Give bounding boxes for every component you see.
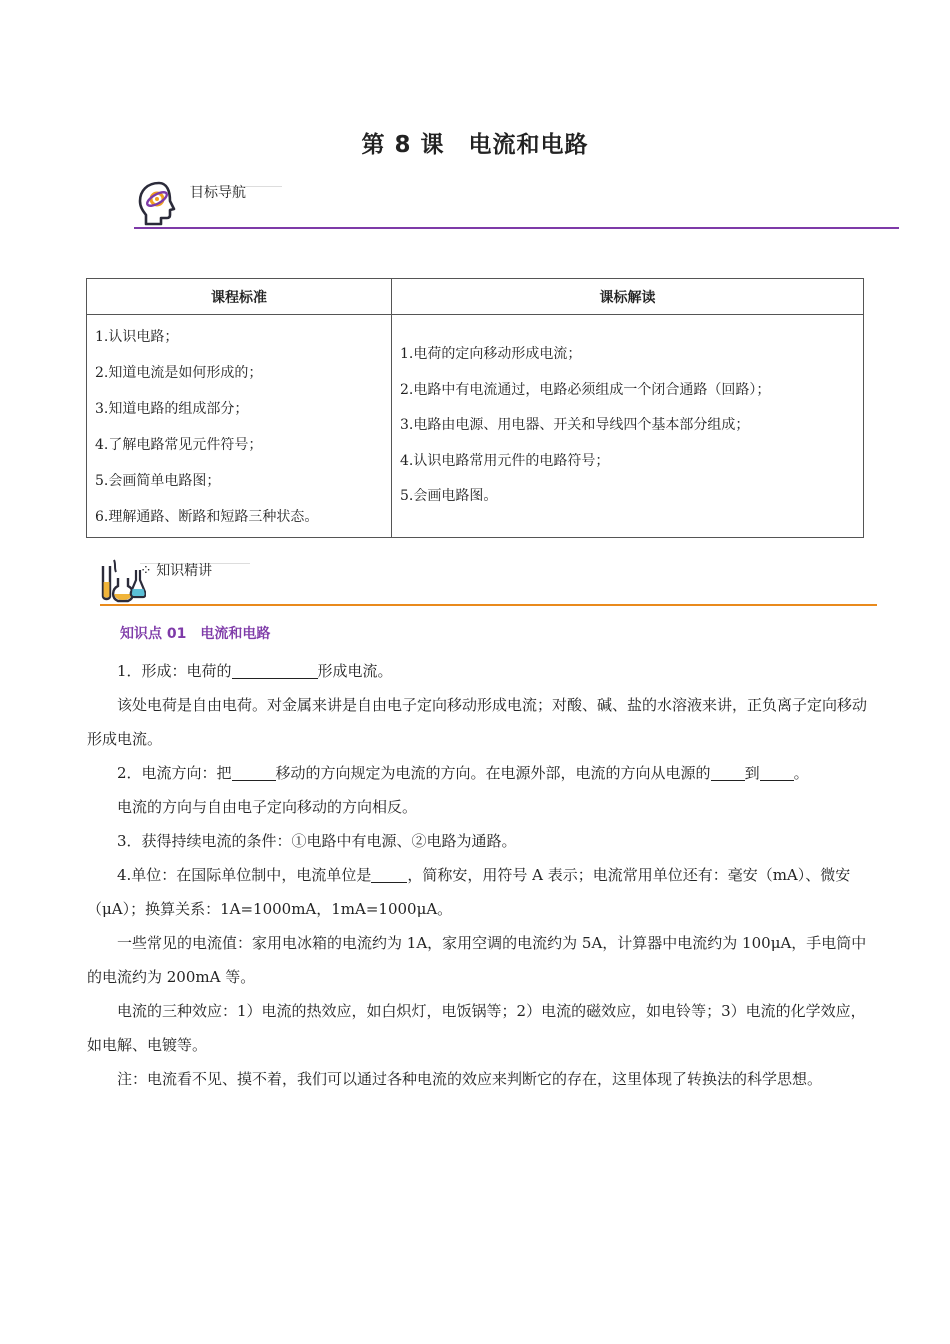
list-item: 6.理解通路、断路和短路三种状态。 bbox=[95, 509, 319, 525]
text: 移动的方向规定为电流的方向。在电源外部，电流的方向从电源的 bbox=[275, 764, 711, 782]
text: ，简称安，用符号 A 表示；电流常用单位还有：毫安（mA）、微安（μA）；换算关系：1A=1000mA，1mA=1000μA。 bbox=[87, 866, 851, 918]
table-row bbox=[87, 315, 864, 538]
list-item: 5.会画简单电路图； bbox=[95, 473, 221, 489]
text: 到 bbox=[744, 764, 760, 782]
list-item: 1.电荷的定向移动形成电流； bbox=[400, 346, 582, 363]
list-item: 2.知道电流是如何形成的； bbox=[95, 365, 263, 381]
fill-blank bbox=[232, 762, 276, 781]
paragraph bbox=[87, 756, 867, 790]
paragraph: 3．获得持续电流的条件：①电路中有电源、②电路为通路。 bbox=[117, 832, 517, 850]
list-item: 3.电路由电源、用电器、开关和导线四个基本部分组成； bbox=[400, 417, 750, 434]
fill-blank bbox=[232, 660, 318, 679]
section-label-goals: 目标导航 bbox=[190, 185, 246, 201]
text: 2．电流方向：把 bbox=[117, 764, 232, 782]
paragraph: 该处电荷是自由电荷。对金属来讲是自由电子定向移动形成电流；对酸、碱、盐的水溶液来讲，正负离子定向移动形成电流。 bbox=[87, 696, 868, 748]
section-label-text: 知识精讲 bbox=[156, 563, 213, 579]
paragraph bbox=[87, 654, 867, 688]
flask-icon bbox=[98, 556, 146, 604]
page-title: 第 8 课 电流和电路 bbox=[361, 132, 589, 158]
table-header-standard: 课程标准 bbox=[87, 279, 392, 315]
knowledge-point-title: 知识点 01 电流和电路 bbox=[120, 626, 271, 642]
list-item: 3.知道电路的组成部分； bbox=[95, 401, 249, 417]
paragraph: 电流的三种效应：1）电流的热效应，如白炽灯，电饭锅等；2）电流的磁效应，如电铃等；3）电流的化学效应，如电解、电镀等。 bbox=[87, 1002, 866, 1054]
text: 。 bbox=[793, 764, 809, 782]
text: 形成电流。 bbox=[317, 662, 393, 680]
paragraph bbox=[87, 858, 867, 926]
head-gear-icon bbox=[137, 180, 177, 226]
section-divider-purple bbox=[134, 227, 899, 229]
interpretation-cell bbox=[392, 315, 864, 538]
table-header-interpretation: 课标解读 bbox=[392, 279, 864, 315]
list-item: 4.认识电路常用元件的电路符号； bbox=[400, 452, 610, 469]
text: 4.单位：在国际单位制中，电流单位是 bbox=[117, 866, 372, 884]
curriculum-standards-table bbox=[86, 278, 864, 538]
knowledge-body bbox=[87, 654, 867, 1096]
paragraph: 一些常见的电流值：家用电冰箱的电流约为 1A，家用空调的电流约为 5A，计算器中电流约为 100μA，手电筒中的电流约为 200mA 等。 bbox=[87, 934, 867, 986]
standards-cell bbox=[87, 315, 392, 538]
fill-blank bbox=[760, 762, 794, 781]
fill-blank bbox=[371, 864, 407, 883]
list-item: 5.会画电路图。 bbox=[400, 488, 498, 505]
list-item: 2.电路中有电流通过，电路必须组成一个闭合通路（回路）； bbox=[400, 381, 771, 398]
section-label-knowledge bbox=[140, 560, 212, 580]
table-header-row bbox=[87, 279, 864, 315]
dots-icon: ⁘ bbox=[140, 563, 152, 579]
section-divider-orange bbox=[100, 604, 877, 606]
fill-blank bbox=[711, 762, 745, 781]
paragraph: 电流的方向与自由电子定向移动的方向相反。 bbox=[117, 798, 418, 816]
paragraph: 注：电流看不见、摸不着，我们可以通过各种电流的效应来判断它的存在，这里体现了转换法的科学思想。 bbox=[117, 1070, 823, 1088]
list-item: 4.了解电路常见元件符号； bbox=[95, 437, 263, 453]
list-item: 1.认识电路； bbox=[95, 329, 179, 345]
text: 1．形成：电荷的 bbox=[117, 662, 232, 680]
